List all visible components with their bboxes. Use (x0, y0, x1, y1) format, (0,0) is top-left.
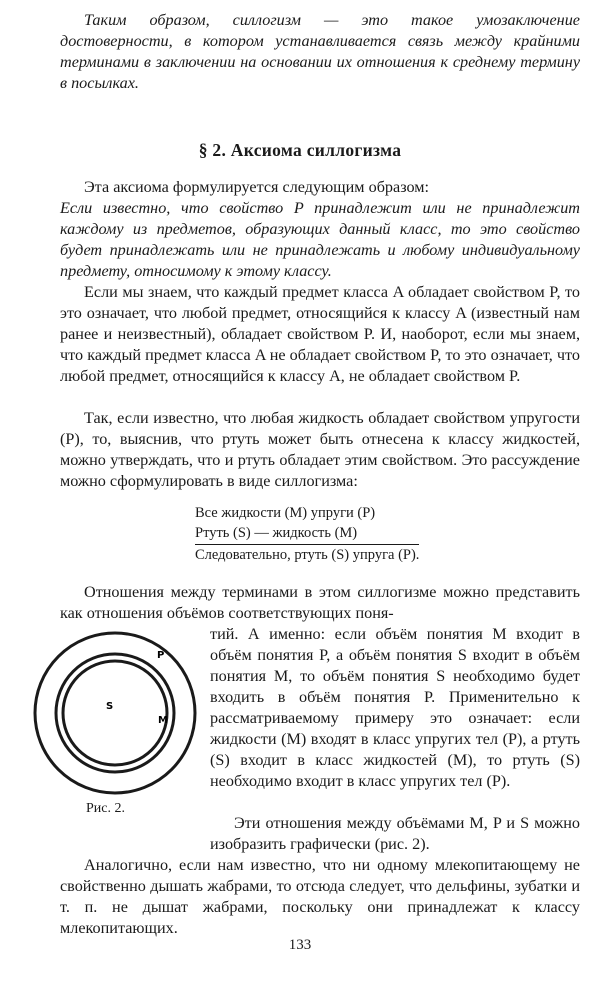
section-heading: § 2. Аксиома силлогизма (198, 140, 402, 160)
syllogism (195, 503, 419, 565)
axiom-statement: Если известно, что свойство P принадлежит или не принадлежит каждому из предметов, образующих данный класс, то это свойство будет принадлежать или не принадлежать и любому индивидуальному предмету, относимому к этому классу. (60, 199, 580, 280)
paragraph-volumes-intro: Отношения между терминами в этом силлогизме можно представить как отношения объёмов соответствующих поня- (60, 583, 580, 622)
paragraph-figure-reference: Эти отношения между объёмами M, P и S можно изобразить графически (рис. 2). (210, 814, 580, 853)
paragraph-volumes-explanation: тий. А именно: если объём понятия M входит в объём понятия P, а объём понятия S входит в объём понятия M, то объём понятия S необходимо будет входить в объём понятия P. Применительно к рассматриваемому примеру это означает: если жидкости (M) входят в класс упругих тел (P), а ртуть (S) входит в класс жидкостей (M), то ртуть (S) необходимо входит в класс упругих тел (P). (210, 625, 580, 790)
syllogism-conclusion: Следовательно, ртуть (S) упруга (P). (195, 547, 420, 563)
paragraph-liquid-example: Так, если известно, что любая жидкость обладает свойством упругости (P), то, выяснив, что ртуть может быть отнесена к классу жидкостей, можно утверждать, что и ртуть обладает этим свойством. Это рассуждение можно сформулировать в виде силлогизма: (60, 409, 580, 490)
syllogism-premise-major: Все жидкости (M) упруги (P) (195, 505, 376, 521)
paragraph-mammal-example: Аналогично, если нам известно, что ни одному млекопитающему не свойственно дышать жабрами, то отсюда следует, что дельфины, зубатки и т. п. не дышат жабрами, поскольку они принадлежат к классу млекопитающих. (60, 856, 580, 937)
axiom-lead: Эта аксиома формулируется следующим образом: (84, 178, 430, 196)
circle-s (63, 661, 167, 765)
paragraph-class-property: Если мы знаем, что каждый предмет класса A обладает свойством P, то это означает, что любой предмет, относящийся к классу A (известный нам ранее и неизвестный), обладает свойством P. И, наоборот, если мы знаем, что каждый предмет класса A не обладает свойством P, то это означает, что любой предмет, относящийся к классу A, не обладает свойством P. (60, 283, 580, 385)
label-s: S (106, 701, 114, 712)
syllogism-premise-minor: Ртуть (S) — жидкость (M) (195, 523, 419, 545)
intro-definition: Таким образом, силлогизм — это такое умозаключение достоверности, в котором устанавливается связь между крайними терминами в заключении на основании их отношения к среднему термину в посылках. (60, 11, 580, 92)
label-m: M (158, 715, 168, 726)
circle-p (35, 633, 195, 793)
page-number: 133 (288, 937, 312, 953)
label-p: P (157, 650, 165, 661)
euler-circles-diagram (30, 628, 200, 798)
figure-caption: Рис. 2. (86, 801, 125, 816)
circle-m (56, 654, 174, 772)
